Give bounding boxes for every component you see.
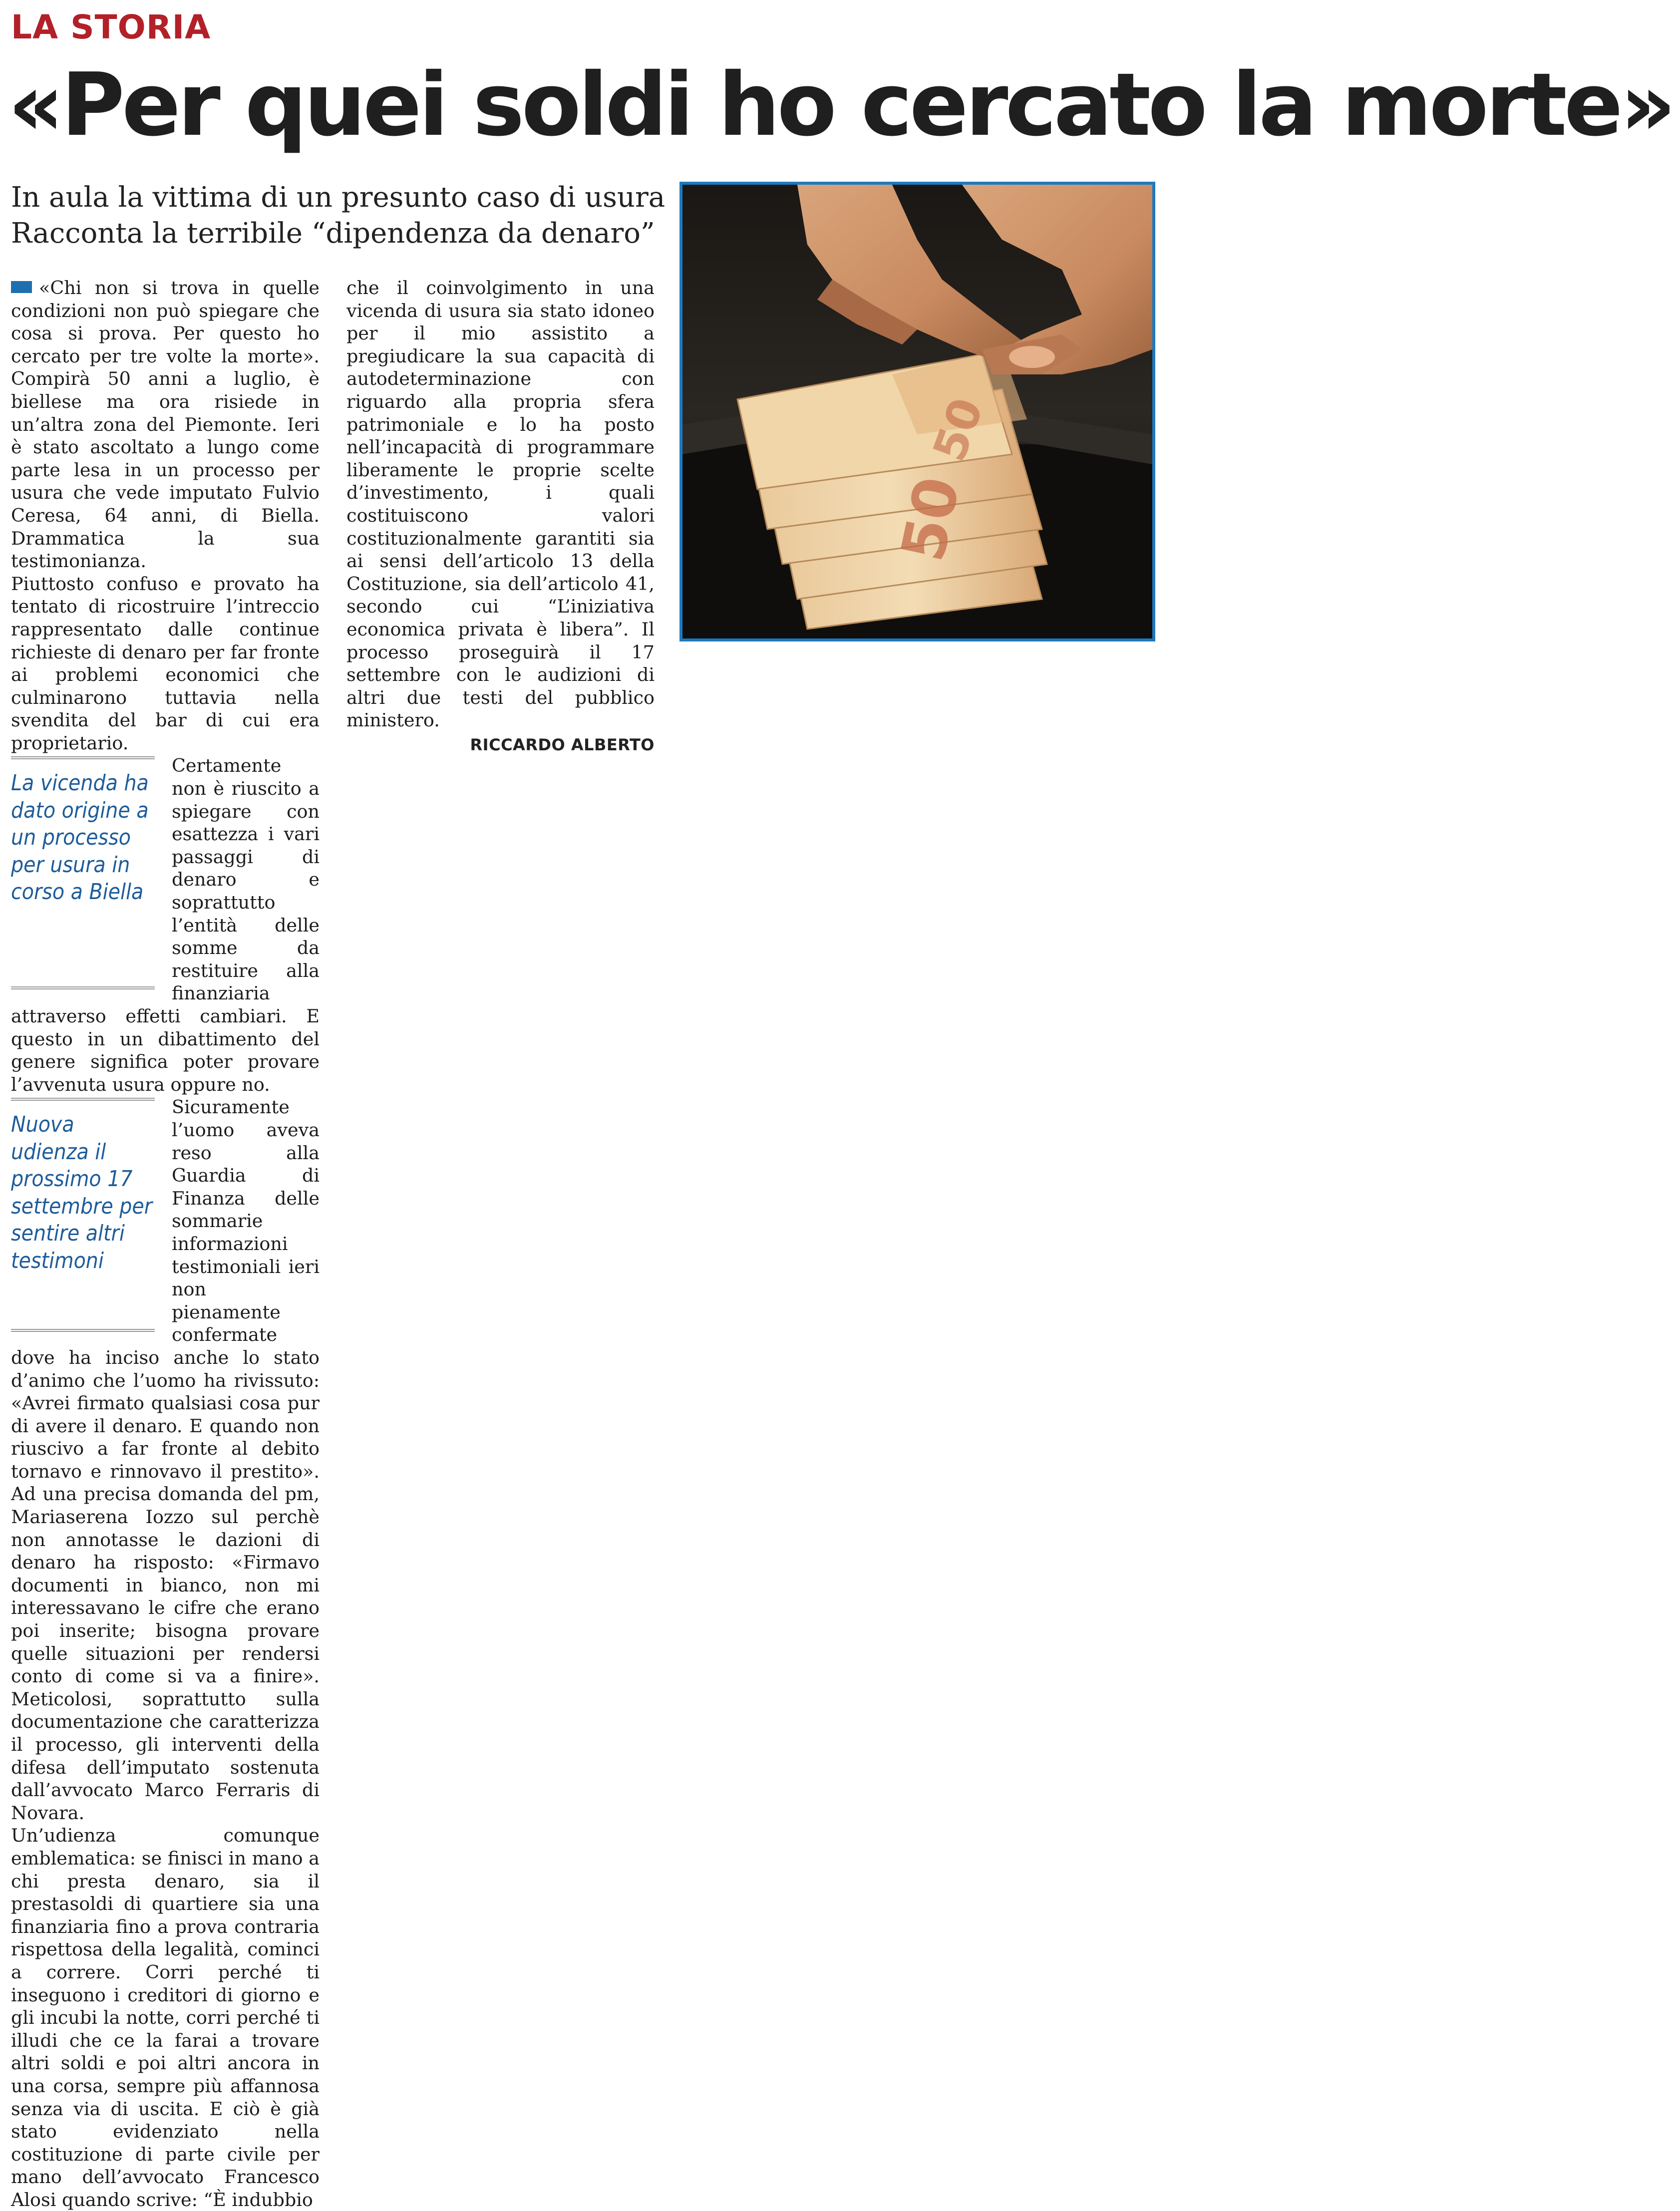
subheadline [11, 180, 670, 252]
pullquote-rule-top [11, 756, 155, 760]
pullquote-rule-top [11, 1098, 155, 1101]
pullquote-2-text: Nuova udienza il prossimo 17 settembre per sentire altri testimoni [11, 1112, 153, 1273]
paragraph-6: che il coinvolgimento in una vicenda di usura sia stato idoneo per il mio assistito a pregiudicare la sua capacità di autodeterminazione con riguardo alla propria sfera patrimoniale e lo ha posto nell’incapacità di programmare liberamente le proprie scelte d’investimento, i quali costituiscono valori costituzionalmente garantiti sia ai sensi dell’articolo 13 della Costituzione, sia dell’articolo 41, secondo cui “L’iniziativa economica privata è libera”. Il processo proseguirà il 17 settembre con le audizioni di altri due testi del pubblico ministero. [346, 277, 655, 731]
lead-marker-icon [11, 281, 32, 293]
article-column-2 [346, 277, 655, 756]
pullquote-1 [11, 756, 155, 994]
banknote-value-label: 50 [888, 471, 974, 568]
pullquote-rule-bottom [11, 1329, 155, 1332]
article-column-1 [11, 277, 320, 2211]
article-photo [679, 182, 1155, 641]
paragraph-4: Sicuramente l’uomo aveva reso alla Guardia di Finanza delle sommarie informazioni testimoniali ieri non pienamente confermate dove ha inciso anche lo stato d’animo che l’uomo ha rivissuto: «Avrei firmato qualsiasi cosa pur di avere il denaro. E quando non riuscivo a far fronte al debito tornavo e rinnovavo il prestito». Ad una precisa domanda del pm, Mariaserena Iozzo sul perchè non annotasse le dazioni di denaro ha risposto: «Firmavo documenti in bianco, non mi interessavano le cifre che erano poi inserite; bisogna provare quelle situazioni per rendersi conto di come si va a finire». Meticolosi, soprattutto sulla documentazione che caratterizza il processo, gli interventi della difesa dell’imputato sostenuta dall’avvocato Marco Ferraris di Novara. [11, 1096, 320, 1824]
pullquote-1-text: La vicenda ha dato origine a un processo per usura in corso a Biella [11, 770, 149, 905]
pullquote-2 [11, 1098, 155, 1335]
banknotes-in-hands-image [682, 185, 1152, 638]
subheadline-line-1: In aula la vittima di un presunto caso di usura [11, 181, 666, 214]
banknote-value-label-2: 50 [923, 391, 994, 468]
headline: «Per quei soldi ho cercato la morte» [8, 54, 1674, 156]
section-kicker: LA STORIA [11, 8, 211, 46]
paragraph-1-text: «Chi non si trova in quelle condizioni non può spiegare che cosa si prova. Per questo ho cercato per tre volte la morte». Compirà 50 anni a luglio, è biellese ma ora risiede in un’altra zona del Piemonte. Ieri è stato ascoltato a lungo come parte lesa in un processo per usura che vede imputato Fulvio Ceresa, 64 anni, di Biella. Drammatica la sua testimonianza. [11, 277, 320, 572]
pullquote-rule-bottom [11, 986, 155, 990]
subheadline-line-2: Racconta la terribile “dipendenza da denaro” [11, 217, 655, 250]
paragraph-1 [11, 277, 320, 573]
byline: RICCARDO ALBERTO [470, 735, 655, 754]
paragraph-3: Certamente non è riuscito a spiegare con esattezza i vari passaggi di denaro e soprattutto l’entità delle somme da restituire alla finanziaria attraverso effetti cambiari. E questo in un dibattimento del genere significa poter provare l’avvenuta usura oppure no. [11, 755, 320, 1095]
paragraph-5: Un’udienza comunque emblematica: se finisci in mano a chi presta denaro, sia il prestasoldi di quartiere sia una finanziaria fino a prova contraria rispettosa della legalità, cominci a correre. Corri perché ti inseguono i creditori di giorno e gli incubi la notte, corri perché ti illudi che ce la farai a trovare altri soldi e poi altri ancora in una corsa, sempre più affannosa senza via di uscita. E ciò è già stato evidenziato nella costituzione di parte civile per mano dell’avvocato Francesco Alosi quando scrive: “È indubbio [11, 1825, 320, 2211]
paragraph-2: Piuttosto confuso e provato ha tentato di ricostruire l’intreccio rappresentato dalle continue richieste di denaro per far fronte ai problemi economici che culminarono tuttavia nella svendita del bar di cui era proprietario. [11, 573, 320, 754]
